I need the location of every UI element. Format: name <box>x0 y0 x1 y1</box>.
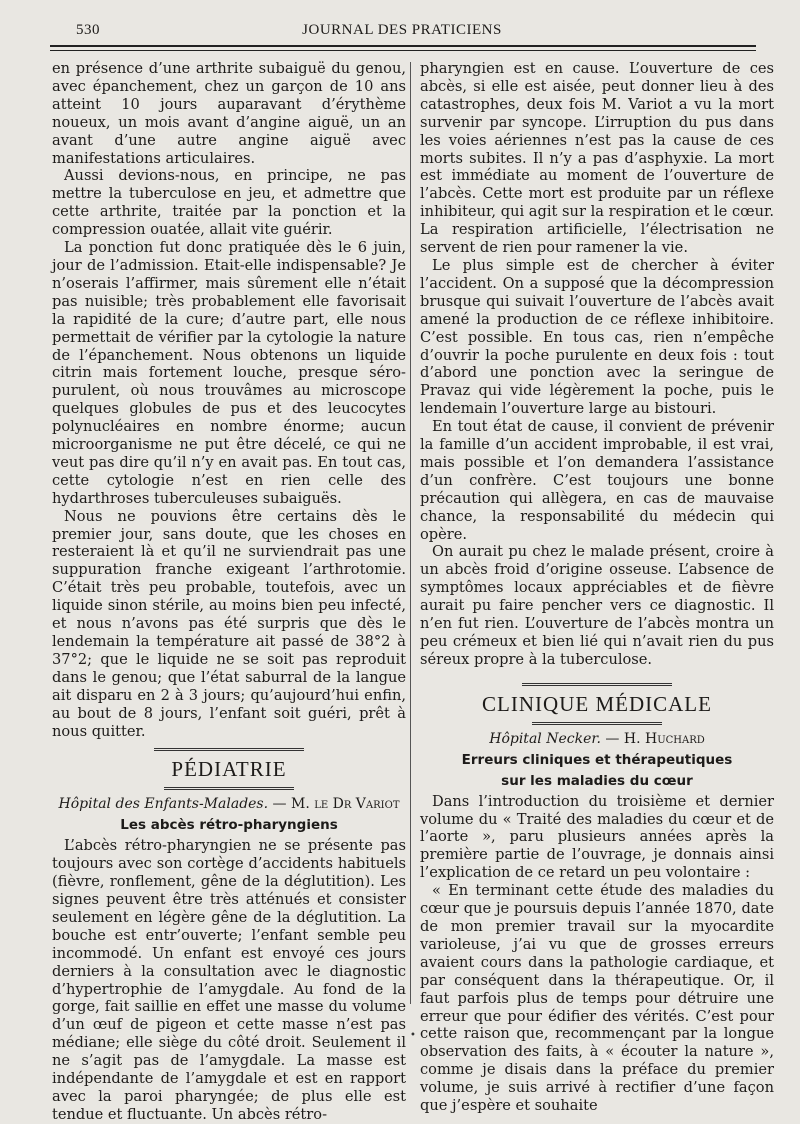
section-title: CLINIQUE MÉDICALE <box>482 691 712 716</box>
paragraph: On aurait pu chez le malade présent, croire à un abcès froid d’origine osseuse. L’absence de symptômes locaux appréciables et de fièvre aurait pu faire pencher vers ce diagnostic. Il n’en fut rien. L’ouverture de l’abcès montra un peu crémeux et bien lié qui n’avait rien du pus séreux propre à la tuberculose. <box>420 543 774 668</box>
header-rule-thin <box>50 50 756 51</box>
section-divider <box>522 683 672 686</box>
hospital-line <box>52 796 406 814</box>
header-rule-thick <box>50 45 756 47</box>
hospital-name: Hôpital Necker. <box>489 730 601 747</box>
article-title: Les abcès rétro-pharyngiens <box>120 817 338 834</box>
paragraph: En tout état de cause, il convient de prévenir la famille d’un accident improbable, il est vrai, mais possible et l’on demandera l’assistance d’un confrère. C’est toujours une bonne précaution qui allègera, en cas de mauvaise chance, la responsabilité du médecin qui opère. <box>420 418 774 543</box>
section-divider <box>164 787 294 790</box>
page-number: 530 <box>76 22 100 38</box>
paragraph: Nous ne pouvions être certains dès le premier jour, sans doute, que les choses en resteraient là et qu’il ne surviendrait pas une suppuration franche exigeant l’arthrotomie. C’était très peu probable, toutefois, avec un liquide sinon stérile, au moins bien peu infecté, et nous n’avons pas été surpris que dès le lendemain la température ait passé de 38°2 à 37°2; que le liquide ne se soit pas reproduit dans le genou; que l’état saburral de la langue ait disparu en 2 à 3 jours; qu’aujourd’hui enfin, au bout de 8 jours, l’enfant soit guéri, prêt à nous quitter. <box>52 507 406 740</box>
paragraph: Dans l’introduction du troisième et dernier volume du « Traité des maladies du cœur et de l’aorte », paru plusieurs années après la première partie de l’ouvrage, je donnais ainsi l’explication de ce retard un peu volontaire : <box>420 792 774 882</box>
footer-mark: • <box>410 1030 416 1041</box>
hospital-line <box>420 731 774 749</box>
paragraph: Le plus simple est de chercher à éviter l’accident. On a supposé que la décompression brusque qui suivait l’ouverture de l’abcès avait amené la production de ce réflexe inhibitoire. C’est possible. En tous cas, rien n’empêche d’ouvrir la poche purulente en deux fois : tout d’abord une ponction avec la seringue de Pravaz qui vide légèrement la poche, puis le lendemain l’ouverture large au bistouri. <box>420 256 774 418</box>
article-title-line-2: sur les maladies du cœur <box>501 772 693 789</box>
paragraph: « En terminant cette étude des maladies du cœur que je poursuis depuis l’année 1870, date de mon premier travail sur la myocardite varioleuse, j’ai vu que de grosses erreurs avaient cours dans la pathologie cardiaque, et par conséquent dans la thérapeutique. Or, il faut parfois plus de temps pour détruire une erreur que pour édifier des vérités. C’est pour cette raison que, recommençant par la longue observation des faits, à « écouter la nature », comme je disais dans la préface du premier volume, je suis arrivé à rectifier d’une façon que j’espère et souhaite <box>420 882 774 1115</box>
section-title: PÉDIATRIE <box>171 757 287 782</box>
paragraph: L’abcès rétro-pharyngien ne se présente pas toujours avec son cortège d’accidents habituels (fièvre, ronflement, gêne de la déglutition). Les signes peuvent être très atténués et consister seulement en légère gêne de la déglutition. La bouche est entr’ouverte; l’enfant semble peu incommodé. Un enfant est envoyé ces jours derniers à la consultation avec le diagnostic d’hypertrophie de l’amygdale. Au fond de la gorge, fait saillie en effet une masse du volume d’un œuf de pigeon et cette masse n’est pas médiane; elle siège du côté droit. Seulement il ne s’agit pas de l’amygdale. La masse est indépendante de l’amygdale et est en rapport avec la paroi pharyngée; de plus elle est tendue et fluctuante. Un abcès rétro- <box>52 837 406 1123</box>
right-column <box>420 60 774 1115</box>
journal-title: JOURNAL DES PRATICIENS <box>302 22 502 38</box>
hospital-name: Hôpital des Enfants-Malades. <box>58 796 269 813</box>
page-header <box>48 18 756 42</box>
paragraph: La ponction fut donc pratiquée dès le 6 juin, jour de l’admission. Etait-elle indispensable? Je n’oserais l’affirmer, mais sûrement elle n’était pas nuisible; très probablement elle favorisait la rapidité de la cure; d’autre part, elle nous permettait de vérifier par la cytologie la nature de l’épanchement. Nous obtenons un liquide citrin mais fortement louche, presque séro-purulent, où nous trouvâmes au microscope quelques globules de pus et des leucocytes polynucléaires en nombre énorme; aucun microorganisme ne put être décelé, ce qui ne veut pas dire qu’il n’y en avait pas. En tout cas, cette cytologie n’est en rien celle des hydarthroses tuberculeuses subaiguës. <box>52 239 406 507</box>
paragraph: en présence d’une arthrite subaiguë du genou, avec épanchement, chez un garçon de 10 ans atteint 10 jours auparavant d’érythème noueux, un mois avant d’angine aiguë, un an avant d’une autre angine aiguë avec manifestations articulaires. <box>52 60 406 167</box>
paragraph: Aussi devions-nous, en principe, ne pas mettre la tuberculose en jeu, et admettre que cette arthrite, traitée par la ponction et la compression ouatée, allait vite guérir. <box>52 167 406 239</box>
doctor-name: — H. Huchard <box>605 730 705 747</box>
doctor-name: — M. le Dr Variot <box>272 796 400 813</box>
section-divider <box>532 722 662 725</box>
article-title-line-1: Erreurs cliniques et thérapeutiques <box>461 751 733 768</box>
section-divider <box>154 748 304 751</box>
paragraph: pharyngien est en cause. L’ouverture de ces abcès, si elle est aisée, peut donner lieu à des catastrophes, deux fois M. Variot a vu la mort survenir par syncope. L’irruption du pus dans les voies aériennes n’est pas la cause de ces morts subites. Il n’y a pas d’asphyxie. La mort est immédiate au moment de l’ouverture de l’abcès. Cette mort est produite par un réflexe inhibiteur, qui agit sur la respiration et le cœur. La respiration artificielle, l’électrisation ne servent de rien pour ramener la vie. <box>420 60 774 257</box>
left-column <box>52 60 406 1124</box>
column-separator <box>410 62 411 1004</box>
